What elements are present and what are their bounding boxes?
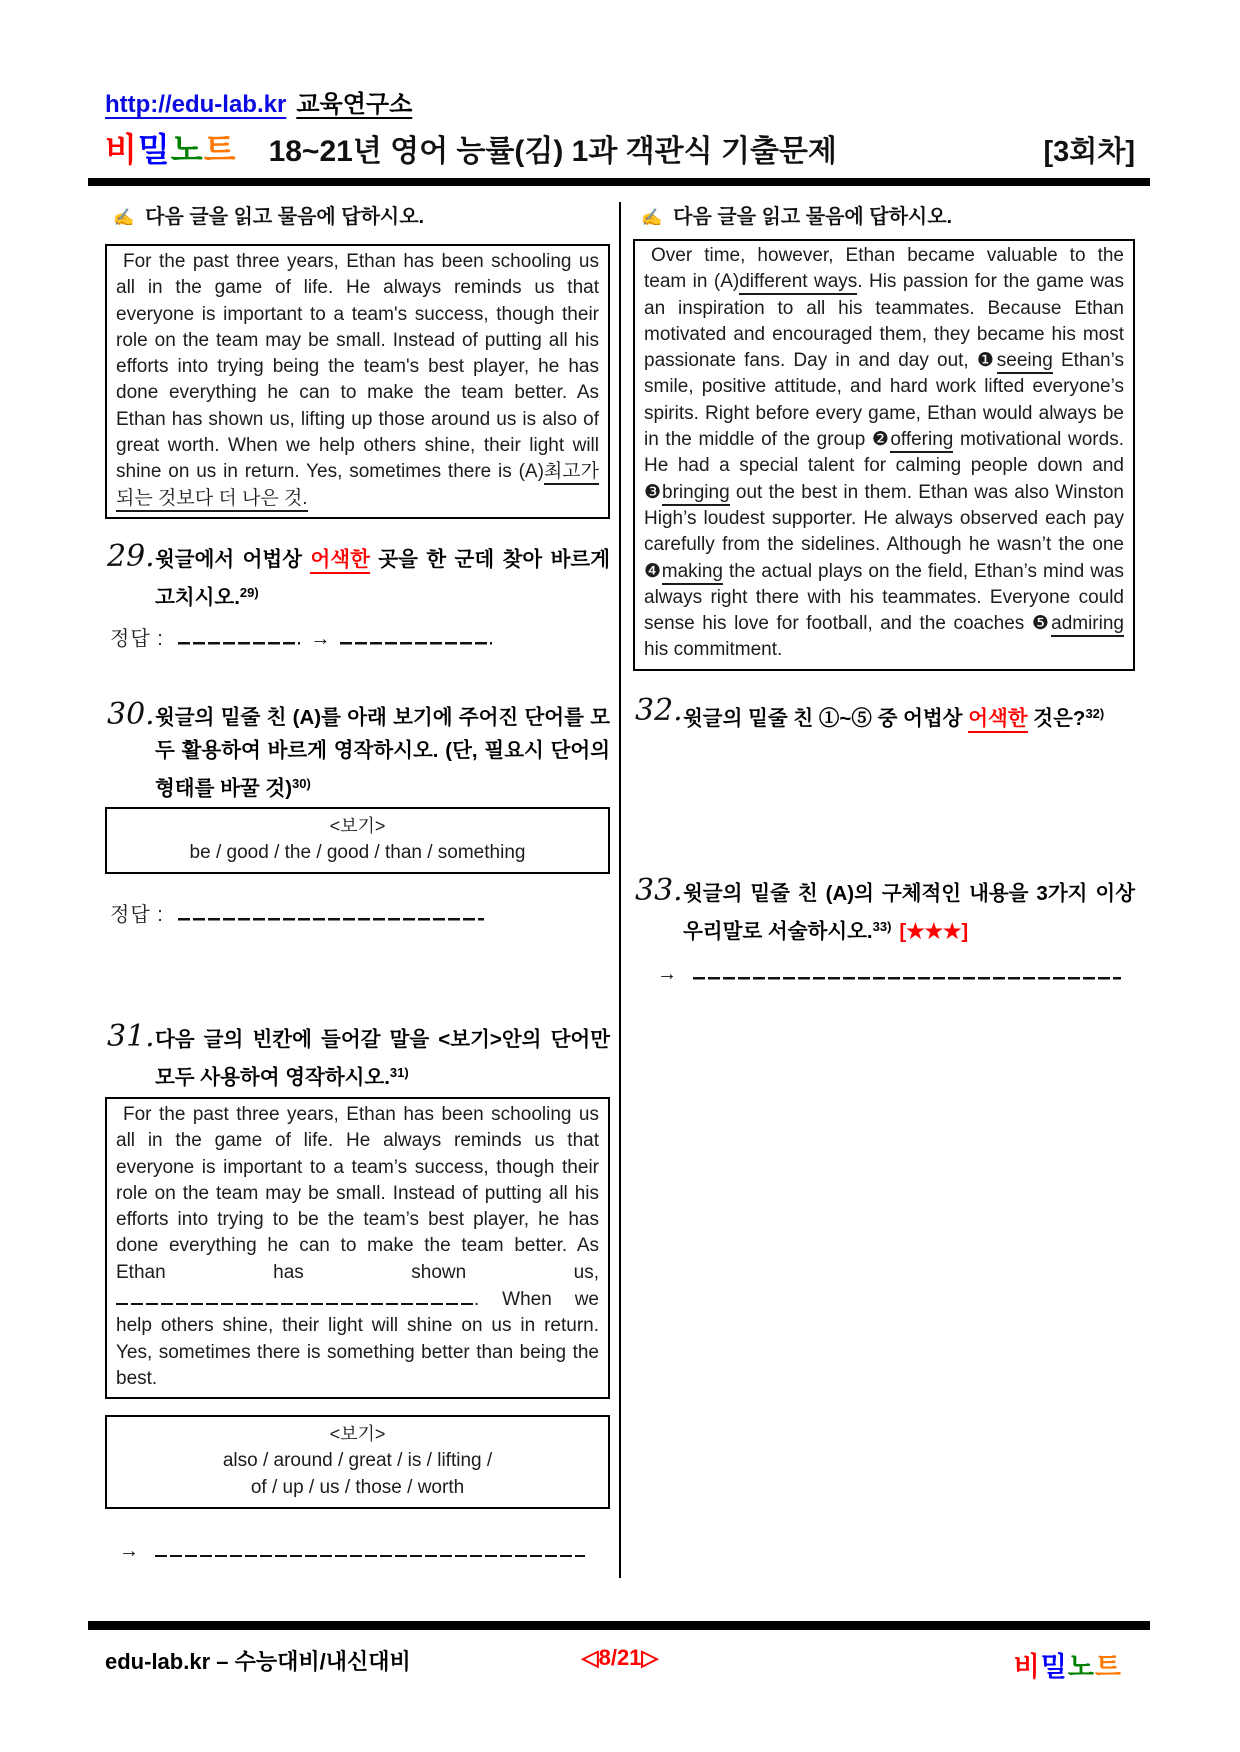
question-30-answer-row (110, 898, 610, 927)
brand-char-3: 노 (1067, 1652, 1095, 1682)
arrow-glyph: → (310, 627, 331, 650)
brand-char-2: 밀 (137, 131, 171, 168)
passage-box-1 (105, 244, 610, 519)
answer-blank (155, 1537, 585, 1557)
word-bank-box-2 (105, 1415, 610, 1509)
word-bank-words-line1: also / around / great / is / lifting / (222, 1450, 493, 1472)
answer-blank (693, 960, 1121, 980)
circled-number-1-icon: ❶ (976, 350, 997, 372)
section-prompt-text: 다음 글을 읽고 물음에 답하시오. (145, 206, 425, 228)
passage-segment: For the past three years, Ethan has been schooling us all in the game of life. He always reminds us that everyone is important to a team’s success, though their role on the team may be small. Instead of putting all his efforts into trying to be the team’s best player, he has done everything he can to make the team better. As Ethan has shown us, (116, 1103, 599, 1283)
column-divider (619, 202, 621, 1578)
passage-box-3 (633, 239, 1135, 671)
answer-blank (178, 901, 484, 921)
footnote-marker: 30) (292, 775, 311, 791)
highlighted-word: 어색한 (968, 707, 1027, 733)
underlined-word: bringing (662, 482, 730, 506)
title-row (105, 124, 1135, 171)
footer-rule (88, 1621, 1150, 1630)
question-31-answer-row (105, 1537, 610, 1563)
footnote-marker: 33) (872, 918, 892, 934)
section-prompt-left (113, 204, 610, 231)
brand-char-4: 트 (203, 131, 237, 168)
question-31-text (105, 1023, 610, 1094)
question-29-answer-row (110, 622, 610, 651)
question-30-number: 30. (107, 696, 155, 732)
question-32-number: 32. (635, 692, 683, 728)
question-29 (105, 538, 611, 614)
question-32-text (633, 697, 1135, 735)
right-column (633, 200, 1135, 986)
brand-char-1: 비 (1013, 1652, 1041, 1682)
arrow-glyph: → (657, 962, 677, 985)
site-url: http://edu-lab.kr (105, 91, 287, 118)
circled-number-5-icon: ❺ (1031, 613, 1052, 635)
brand-char-4: 트 (1094, 1652, 1122, 1682)
circled-number-3-icon: ❸ (644, 481, 663, 503)
passage-1-text (116, 249, 599, 512)
question-29-number: 29. (107, 538, 155, 574)
answer-blank (178, 625, 300, 645)
passage-segment: out the best in them. Ethan was also Winston High’s loudest supporter. He always observed each pay carefully from the sidelines. Although he wasn’t the one (644, 481, 1124, 556)
question-text-segment: 윗글에서 어법상 (155, 547, 311, 571)
passage-3-text (644, 243, 1124, 664)
underlined-phrase: different ways (739, 271, 857, 295)
underlined-word: admiring (1051, 613, 1124, 637)
footnote-marker: 29) (239, 584, 259, 600)
underlined-word: offering (890, 429, 953, 453)
question-29-text (105, 543, 610, 614)
question-text-segment: 다음 글의 빈칸에 들어갈 말을 <보기>안의 단어만 모두 사용하여 영작하시오. (155, 1027, 610, 1089)
question-31 (105, 1018, 610, 1094)
question-text-segment: 것은? (1027, 706, 1086, 730)
question-33-answer-row (633, 960, 1135, 986)
highlighted-word: 어색한 (310, 548, 369, 574)
question-32 (633, 692, 1135, 735)
footnote-marker: 32) (1085, 705, 1105, 721)
question-30-text (105, 701, 610, 805)
writing-hand-icon: ✍ (113, 208, 135, 227)
header-rule (88, 178, 1150, 186)
marker-A: (A) (713, 271, 740, 293)
answer-label: 정답 : (110, 627, 171, 650)
doc-title: 18~21년 영어 능률(김) 1과 객관식 기출문제 (268, 135, 837, 168)
underlined-word: making (662, 561, 723, 585)
answer-label: 정답 : (110, 903, 171, 926)
answer-blank (340, 625, 492, 645)
passage-segment: . When we help others shine, their light will shine on us in return. Yes, sometimes there is something better than being the best. (116, 1289, 599, 1389)
question-33 (633, 872, 1135, 948)
circled-number-4-icon: ❹ (644, 560, 662, 582)
word-bank-words: be / good / the / good / than / something (189, 841, 526, 863)
passage-box-2 (105, 1097, 610, 1399)
circled-number-2-icon: ❷ (871, 429, 891, 451)
section-prompt-text: 다음 글을 읽고 물음에 답하시오. (673, 206, 953, 228)
word-bank-label: <보기> (329, 1424, 386, 1445)
passage-segment: the actual plays on the field, Ethan’s mind was always right there with his teammates. Everyone could sense his love for football, and the coaches (644, 560, 1124, 635)
word-bank-box-1 (105, 807, 610, 874)
footer-brand-logo (1014, 1645, 1122, 1684)
underlined-word: seeing (997, 350, 1053, 374)
round-label: [3회차] (1043, 136, 1135, 168)
word-bank-words-line2: of / up / us / those / worth (250, 1477, 465, 1499)
question-text-segment: 윗글의 밑줄 친 (A)를 아래 보기에 주어진 단어를 모두 활용하여 바르게 영작하시오. (단, 필요시 단어의 형태를 바꿀 것) (155, 705, 610, 800)
question-33-number: 33. (635, 872, 683, 908)
section-prompt-right (641, 204, 1135, 231)
passage-segment: For the past three years, Ethan has been schooling us all in the game of life. He always reminds us that everyone is important to a team's success, though their role on the team may be small. Instead of putting all his efforts into trying being the team's best player, he has done everything he can to make the team better. As Ethan has shown us, lifting up those around us is also of great worth. When we help others shine, their light will shine on us in return. Yes, sometimes there is (116, 251, 599, 483)
org-name: 교육연구소 (296, 91, 413, 118)
writing-hand-icon: ✍ (641, 208, 663, 227)
passage-segment: motivational words. He had a special talent for calming people down and (644, 429, 1124, 477)
footnote-marker: 31) (389, 1064, 409, 1080)
question-33-text (633, 877, 1135, 948)
brand-char-3: 노 (170, 131, 204, 168)
passage-segment: his commitment. (644, 639, 783, 661)
marker-A: (A) (518, 461, 544, 483)
question-text-segment: 윗글의 밑줄 친 ①~⑤ 중 어법상 (683, 706, 969, 730)
left-column (105, 200, 610, 1563)
difficulty-stars: [★★★] (899, 919, 969, 943)
passage-segment: Over time, however, Ethan became valuable to the team in (644, 245, 1124, 293)
page-footer (0, 1645, 1240, 1685)
footer-site-label: edu-lab.kr – 수능대비/내신대비 (105, 1649, 411, 1674)
question-text-segment: 곳을 한 군데 찾아 바르게 고치시오. (155, 547, 611, 609)
word-bank-label: <보기> (329, 815, 386, 836)
brand-char-2: 밀 (1040, 1652, 1068, 1682)
passage-segment: . His passion for the game was an inspiration to all his teammates. Because Ethan motivated and encouraged them, they became his most passionate fans. Day in and day out, (644, 271, 1124, 372)
question-30 (105, 696, 610, 805)
brand-char-1: 비 (105, 131, 138, 168)
arrow-glyph: → (119, 1540, 139, 1563)
question-text-segment: 윗글의 밑줄 친 (A)의 구체적인 내용을 3가지 이상 우리말로 서술하시오. (683, 881, 1135, 943)
passage-segment: Ethan’s smile, positive attitude, and hard work lifted everyone’s spirits. Right before every game, Ethan would always be in the middle of the group (644, 350, 1124, 451)
underlined-phrase: 최고가 되는 것보다 더 나은 것. (116, 461, 599, 511)
page-number: ◁8/21▷ (581, 1645, 659, 1670)
question-31-number: 31. (107, 1018, 155, 1054)
brand-logo (105, 124, 237, 171)
header-link-row (105, 84, 412, 119)
passage-blank (116, 1286, 474, 1305)
passage-2-text (116, 1102, 599, 1392)
